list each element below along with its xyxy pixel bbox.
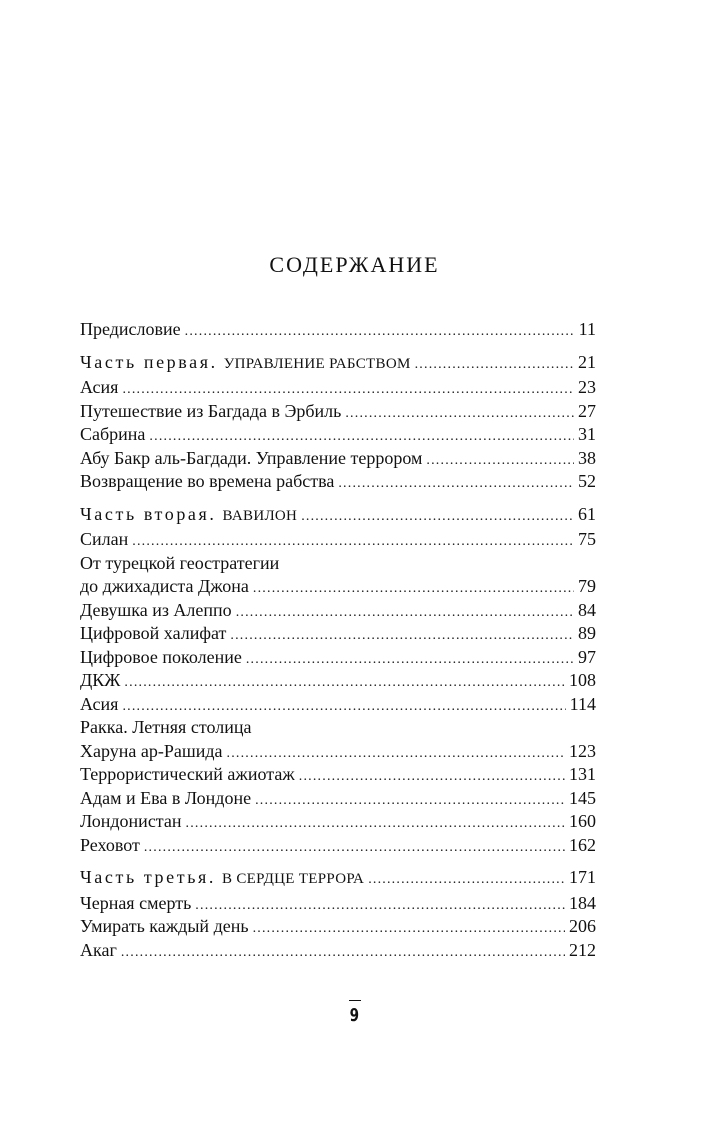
toc-entry xyxy=(80,740,596,764)
toc-entry-label: Умирать каждый день xyxy=(80,916,249,936)
toc-leader-dots xyxy=(345,402,574,424)
toc-leader-dots xyxy=(368,868,565,890)
toc-entry-page: 89 xyxy=(578,623,596,643)
toc-entry-label: Сабрина xyxy=(80,424,146,444)
toc-leader-dots xyxy=(121,941,565,963)
toc-entry xyxy=(80,528,596,552)
toc-leader-dots xyxy=(246,648,574,670)
toc-leader-dots xyxy=(299,765,565,787)
toc-part-heading xyxy=(80,503,596,527)
toc-entry xyxy=(80,400,596,424)
toc-entry-label: Цифровой халифат xyxy=(80,623,227,643)
toc-leader-dots xyxy=(255,789,565,811)
toc-entry-page: 21 xyxy=(578,351,596,372)
toc-entry-page: 84 xyxy=(578,599,596,620)
toc-entry-page: 114 xyxy=(569,693,596,714)
page-title: СОДЕРЖАНИЕ xyxy=(269,252,440,277)
toc-entry xyxy=(80,834,596,858)
toc-entry-page: 184 xyxy=(569,892,596,913)
toc-entry-label: ДКЖ xyxy=(80,670,121,690)
toc-entry-page: 145 xyxy=(569,787,596,808)
toc-entry-label: Путешествие из Багдада в Эрбиль xyxy=(80,400,342,421)
toc-leader-dots xyxy=(301,505,574,527)
toc-entry-label: Асия xyxy=(80,377,119,397)
toc-entry-page: 97 xyxy=(578,646,596,667)
toc-leader-dots xyxy=(122,378,574,400)
toc-entry-label: Возвращение во времена рабства xyxy=(80,471,335,491)
toc-leader-dots xyxy=(426,449,574,471)
toc-entry xyxy=(80,447,596,471)
toc-leader-dots xyxy=(236,601,574,623)
toc-entry-label-line1: Ракка. Летняя столица xyxy=(80,717,252,737)
toc-part-heading xyxy=(80,866,596,890)
toc-entry-page: 75 xyxy=(578,529,596,549)
toc-leader-dots xyxy=(149,425,574,447)
toc-entry-label: Акаг xyxy=(80,939,117,960)
toc-entry-label: Реховот xyxy=(80,834,140,855)
toc-part-title: ВАВИЛОН xyxy=(222,507,298,524)
toc-entry-label: Силан xyxy=(80,529,129,549)
toc-leader-dots xyxy=(132,530,574,552)
toc-part-name: Часть третья. xyxy=(80,867,216,887)
toc-entry xyxy=(80,376,596,400)
toc-entry xyxy=(80,622,596,646)
toc-entry xyxy=(80,599,596,623)
toc-part-title: УПРАВЛЕНИЕ РАБСТВОМ xyxy=(223,355,411,372)
page-number: 9 xyxy=(349,1005,360,1026)
toc-entry-page: 212 xyxy=(569,939,596,960)
toc-leader-dots xyxy=(338,472,574,494)
toc-entry xyxy=(80,915,596,939)
toc-leader-dots xyxy=(195,894,565,916)
toc-entry-label: до джихадиста Джона xyxy=(80,576,249,596)
toc-entry-label: Цифровое поколение xyxy=(80,646,242,667)
toc-entry-page: 162 xyxy=(569,834,596,855)
toc-entry-label: Девушка из Алеппо xyxy=(80,599,232,620)
toc-entry-label: Предисловие xyxy=(80,319,181,339)
toc-entry-page: 27 xyxy=(578,400,596,421)
toc-leader-dots xyxy=(227,742,566,764)
toc-leader-dots xyxy=(124,671,565,693)
toc-entry-page: 11 xyxy=(578,319,596,339)
toc-entry-page: 31 xyxy=(578,424,596,444)
toc-entry-page: 108 xyxy=(569,670,596,690)
toc-part-name: Часть вторая. xyxy=(80,503,217,524)
toc-entry-page: 79 xyxy=(578,576,596,596)
toc-entry-page: 171 xyxy=(569,867,596,887)
toc-entry-label: Террористический ажиотаж xyxy=(80,764,295,784)
toc-leader-dots xyxy=(253,917,565,939)
toc-entry-label: Черная смерть xyxy=(80,892,192,913)
toc-part-heading xyxy=(80,351,596,375)
toc-part-name: Часть первая. xyxy=(80,351,218,372)
toc-entry-page: 61 xyxy=(578,503,596,524)
toc-entry xyxy=(80,763,596,787)
toc-entry-page: 52 xyxy=(578,471,596,491)
toc-entry-page: 206 xyxy=(569,916,596,936)
toc-entry xyxy=(80,470,596,494)
toc-entry-page: 23 xyxy=(578,377,596,397)
toc-entry-page: 160 xyxy=(569,811,596,831)
toc-part-title: В СЕРДЦЕ ТЕРРОРА xyxy=(221,871,365,887)
toc-entry-label: Харуна ар-Рашида xyxy=(80,740,223,761)
toc-entry xyxy=(80,423,596,447)
toc-entry-page: 131 xyxy=(569,764,596,784)
toc-leader-dots xyxy=(253,577,574,599)
toc-leader-dots xyxy=(185,320,575,342)
toc-leader-dots xyxy=(144,836,565,858)
toc-entry xyxy=(80,669,596,693)
toc-entry xyxy=(80,693,596,717)
toc-entry xyxy=(80,575,596,599)
table-of-contents xyxy=(80,318,596,962)
toc-leader-dots xyxy=(122,695,565,717)
toc-leader-dots xyxy=(415,353,574,375)
toc-leader-dots xyxy=(230,624,574,646)
toc-leader-dots xyxy=(186,812,565,834)
toc-entry-label: Абу Бакр аль-Багдади. Управление террором xyxy=(80,447,423,468)
toc-entry-label: Асия xyxy=(80,693,119,714)
toc-entry-page: 123 xyxy=(569,740,596,761)
toc-entry-label: Адам и Ева в Лондоне xyxy=(80,787,252,808)
toc-entry xyxy=(80,646,596,670)
toc-entry xyxy=(80,810,596,834)
toc-entry-label-line1: От турецкой геостратегии xyxy=(80,552,280,573)
toc-entry xyxy=(80,787,596,811)
folio-rule xyxy=(349,1000,361,1001)
toc-entry xyxy=(80,892,596,916)
toc-entry xyxy=(80,318,596,342)
page-folio xyxy=(0,1000,709,1026)
toc-entry xyxy=(80,939,596,963)
toc-entry-page: 38 xyxy=(578,447,596,468)
toc-entry-label: Лондонистан xyxy=(80,811,182,831)
